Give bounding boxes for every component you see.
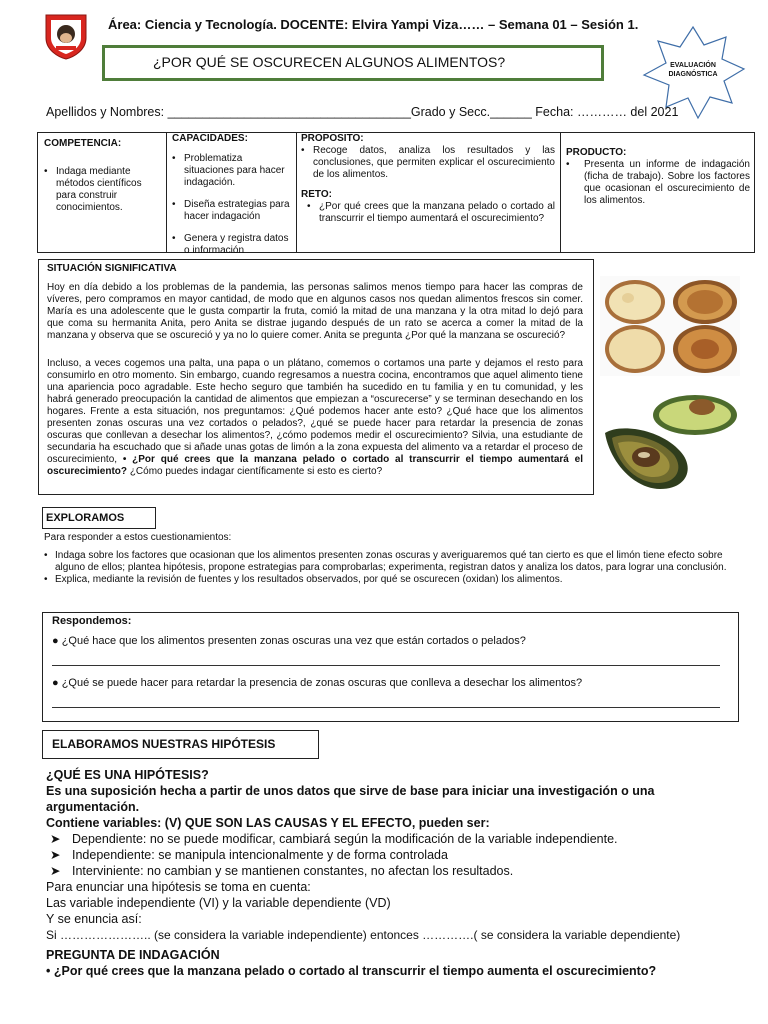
header-line: Área: Ciencia y Tecnología. DOCENTE: Elvira Yampi Viza…… – Semana 01 – Sesión 1. — [108, 17, 639, 32]
answer-line-1[interactable] — [52, 665, 720, 666]
exploramos-heading: EXPLORAMOS — [46, 512, 125, 524]
exploramos-list — [44, 550, 734, 586]
avocado-image — [600, 393, 740, 493]
proposito-heading: PROPOSITO: — [301, 133, 364, 144]
exploramos-intro: Para responder a estos cuestionamientos: — [44, 532, 232, 543]
hipotesis-definition: Es una suposición hecha a partir de unos datos que sirve de base para iniciar una investigación o una argumentación. — [46, 784, 655, 814]
respondemos-box — [42, 612, 739, 722]
situacion-box — [38, 259, 594, 495]
capacidad-item: • Genera y registra datos o información — [172, 233, 292, 257]
reto-item: • ¿Por qué crees que la manzana pelado o cortado al transcurrir el tiempo aumentará el oscurecimiento? — [307, 201, 555, 225]
proposito-item: • Recoge datos, analiza los resultados y las conclusiones, que permiten explicar el oscurecimiento de los alimentos. — [301, 145, 555, 181]
situacion-heading: SITUACIÓN SIGNIFICATIVA — [47, 263, 177, 274]
hipotesis-question: ¿QUÉ ES UNA HIPÓTESIS? — [46, 768, 209, 782]
exploramos-item: • Explica, mediante la revisión de fuentes y los resultados observados, por qué se oscurecen (oxidan) los alimentos. — [44, 574, 734, 586]
var-dependiente-text: Dependiente: no se puede modificar, cambiará según la modificación de la variable independiente. — [72, 832, 618, 846]
competencia-heading: COMPETENCIA: — [44, 138, 122, 149]
arrow-icon: ➤ — [50, 864, 61, 878]
capacidades-cell — [172, 133, 292, 257]
page-title: ¿POR QUÉ SE OSCURECEN ALGUNOS ALIMENTOS? — [153, 54, 506, 70]
var-interviniente — [50, 863, 746, 879]
hipotesis-line-1: Para enunciar una hipótesis se toma en cuenta: — [46, 880, 311, 894]
reto-heading: RETO: — [301, 189, 332, 200]
respondemos-question-1: ● ¿Qué hace que los alimentos presenten zonas oscuras una vez que están cortados o pelados? — [52, 635, 526, 647]
situacion-paragraph-1: Hoy en día debido a los problemas de la pandemia, las personas salimos menos tiempo para hacer las compras de víveres, pero compramos en mayor cantidad, de modo que en algunos casos nos quedan alimentos frescos sin comer. María es una adolescente que le gusta compartir la fruta, comió la mitad de una manzana y la otra mitad lo dejó para que coma su hermanita Anita, pero Anita se distrae jugando después de un rato se acerca a comer la mitad de la manzana y observa que se oscureció y ya no lo quiere comer. Anita se pregunta ¿Por qué la manzana se oscureció? — [47, 282, 583, 341]
hipotesis-heading: ELABORAMOS NUESTRAS HIPÓTESIS — [52, 737, 276, 751]
arrow-icon: ➤ — [50, 848, 61, 862]
exploramos-box — [42, 507, 156, 529]
situacion-paragraph-2-text: Incluso, a veces cogemos una palta, una papa o un plátano, comemos o cortamos una parte y dejamos el resto para consumirlo en otro momento. Sin embargo, cuando regresamos a nuestra cocina, encontramos que aquel alimento tiene una apariencia poco agradable. Este hecho seguro que también ha sucedido en tu familia y en tu comunidad, y les habrá generado preocupación la cantidad de alimentos que empiezan a “oscurecerse” y se terminan desechando en los hogares. Frente a esta situación, nos preguntamos: ¿Qué podemos hacer ante esto? ¿Qué hace que los alimentos presenten zonas oscuras una vez cortados o pelados?, ¿qué se puede hacer para retardar la presencia de zonas oscuras que conllevan a desechar los alimentos?, ¿cómo podemos medir el oscurecimiento? Silvia, una estudiante de secundaria ha escuchado que si añade unas gotas de limón a la zona expuesta del alimento va a retardar el proceso de oscurecimiento, — [47, 358, 583, 465]
capacidad-item: • Diseña estrategias para hacer indagación — [172, 199, 292, 223]
capacidades-heading: CAPACIDADES: — [172, 133, 248, 144]
producto-heading: PRODUCTO: — [566, 147, 627, 158]
title-box — [102, 45, 604, 81]
school-logo — [44, 12, 88, 60]
situacion-paragraph-2-end: ¿Cómo puedes indagar científicamente si esto es cierto? — [129, 466, 383, 477]
proposito-cell — [301, 133, 555, 225]
indagacion-question: • ¿Por qué crees que la manzana pelado o cortado al transcurrir el tiempo aumenta el oscurecimiento? — [46, 964, 657, 978]
hipotesis-vars: Contiene variables: (V) QUE SON LAS CAUSAS Y EL EFECTO, pueden ser: — [46, 816, 490, 830]
student-line: Apellidos y Nombres: ___________________________________Grado y Secc.______ Fecha: ………… del 2021 — [46, 105, 679, 119]
arrow-icon: ➤ — [50, 832, 61, 846]
indagacion-heading: PREGUNTA DE INDAGACIÓN — [46, 948, 220, 962]
competency-table — [37, 132, 755, 256]
hipotesis-line-4: Si ………………….. (se considera la variable independiente) entonces ………….( se considera la variable dependiente) — [46, 928, 681, 942]
answer-line-2[interactable] — [52, 707, 720, 708]
badge-line-2: DIAGNÓSTICA — [668, 71, 718, 78]
capacidad-item: • Problematiza situaciones para hacer indagación. — [172, 153, 292, 189]
hipotesis-heading-box — [42, 730, 319, 759]
situacion-question: • ¿Por qué crees que la manzana pelado o cortado al transcurrir el tiempo aumentará el oscurecimiento? — [47, 454, 583, 477]
exploramos-item: • Indaga sobre los factores que ocasionan que los alimentos presenten zonas oscuras y averiguaremos qué tan cierto es que el limón tiene efecto sobre alguno de ellos; plantea hipótesis, propone estrategias para comprobarlas; experimenta, registran datos y analiza los datos, para lograr una conclusión. — [44, 550, 734, 574]
competencia-cell — [44, 138, 162, 214]
hipotesis-section — [46, 767, 746, 943]
var-independiente — [50, 847, 746, 863]
competencia-item: • Indaga mediante métodos científicos para construir conocimientos. — [44, 166, 162, 214]
badge-line-1: EVALUACIÓN — [670, 62, 716, 69]
var-dependiente — [50, 831, 746, 847]
hipotesis-line-3: Y se enuncia así: — [46, 912, 142, 926]
var-interviniente-text: Interviniente: no cambian y se mantienen constantes, no afectan los resultados. — [72, 864, 514, 878]
respondemos-question-2: ● ¿Qué se puede hacer para retardar la presencia de zonas oscuras que conlleva a desechar los alimentos? — [52, 677, 583, 689]
var-independiente-text: Independiente: se manipula intencionalmente y de forma controlada — [72, 848, 448, 862]
hipotesis-line-2: Las variable independiente (VI) y la variable dependiente (VD) — [46, 896, 391, 910]
producto-item: • Presenta un informe de indagación (ficha de trabajo). Sobre los factores que ocasionan el oscurecimiento de los alimentos. — [566, 159, 750, 207]
respondemos-heading: Respondemos: — [52, 615, 132, 627]
situacion-paragraph-2 — [47, 358, 583, 478]
producto-cell — [566, 147, 750, 207]
potato-image — [600, 276, 740, 376]
